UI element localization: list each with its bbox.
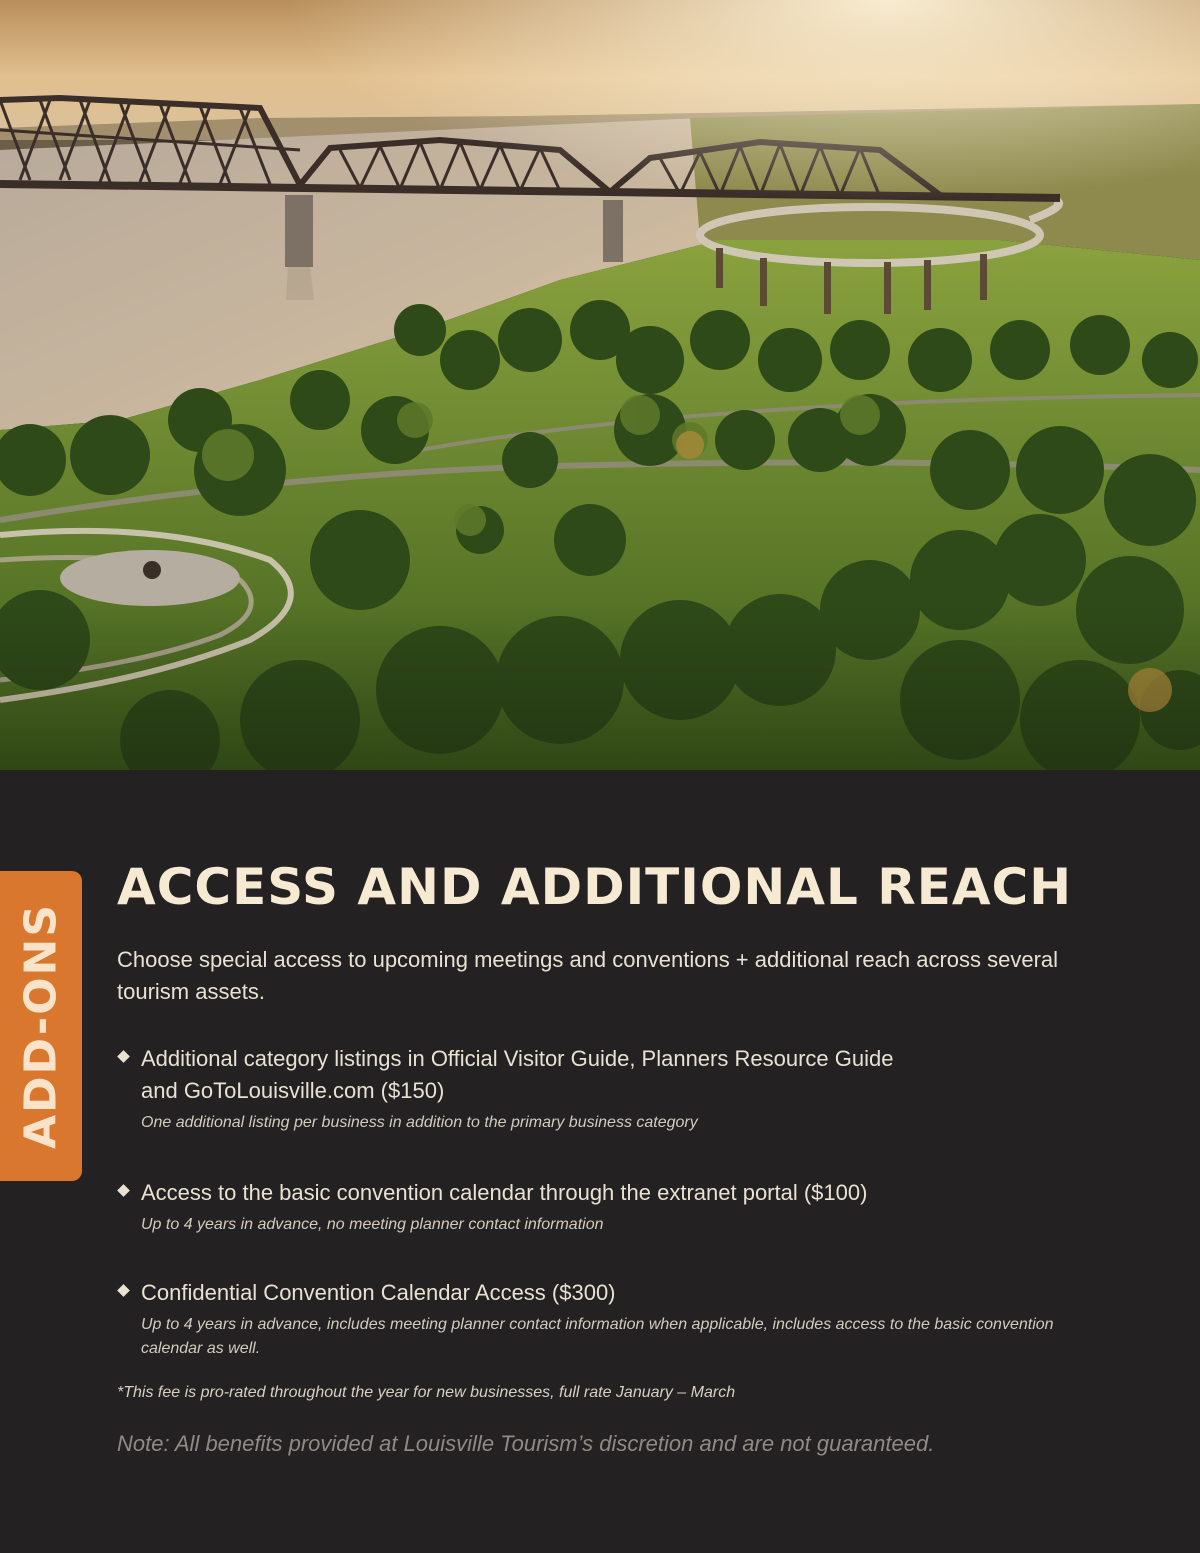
list-item: [117, 1043, 1117, 1135]
intro-text: Choose special access to upcoming meetings and conventions + additional reach across several tourism assets.: [117, 947, 1059, 1004]
item-note: Up to 4 years in advance, includes meeting planner contact information when applicable, includes access to the basic convention calendar as well.: [141, 1316, 1054, 1357]
side-tab-label: ADD-ONS: [15, 902, 67, 1150]
item-note: Up to 4 years in advance, no meeting planner contact information: [141, 1216, 604, 1233]
aerial-park-bridge-illustration: [0, 0, 1200, 770]
list-item: [117, 1277, 1117, 1361]
page-title: ACCESS AND ADDITIONAL REACH: [117, 858, 1073, 916]
disclaimer: Note: All benefits provided at Louisville Tourism’s discretion and are not guaranteed.: [117, 1431, 935, 1456]
add-ons-side-tab: [0, 871, 82, 1181]
diamond-bullet-icon: [117, 1050, 130, 1063]
list-item: [117, 1177, 1117, 1237]
item-note: One additional listing per business in addition to the primary business category: [141, 1114, 698, 1131]
diamond-bullet-icon: [117, 1284, 130, 1297]
hero-photo: [0, 0, 1200, 770]
item-title: Additional category listings in Official Visitor Guide, Planners Resource Guide and GoToLouisville.com ($150): [141, 1046, 894, 1103]
diamond-bullet-icon: [117, 1184, 130, 1197]
item-title: Confidential Convention Calendar Access ($300): [141, 1280, 616, 1305]
fee-note: *This fee is pro-rated throughout the year for new businesses, full rate January – March: [117, 1384, 736, 1401]
item-title: Access to the basic convention calendar through the extranet portal ($100): [141, 1180, 868, 1205]
